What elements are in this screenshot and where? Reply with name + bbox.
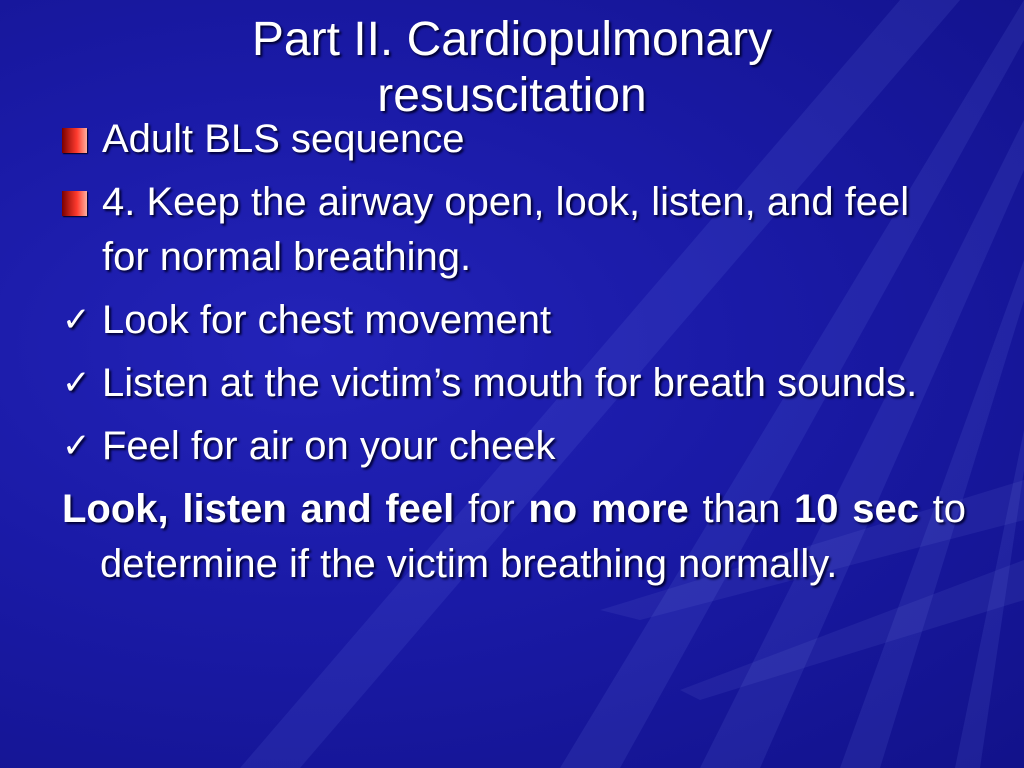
checkmark-icon: ✓ [62,364,91,402]
red-square-bullet-icon [62,191,87,216]
summary-text-2: than [688,487,795,531]
bullet-text: 4. Keep the airway open, look, listen, and feel for normal breathing. [102,180,910,279]
summary-paragraph [62,482,966,592]
summary-text-3: to determine if the victim breathing normally. [100,487,967,586]
slide-title [120,12,904,124]
summary-bold-2: no more [528,487,689,531]
summary-bold-3: 10 sec [794,487,919,531]
title-line-2: resuscitation [377,69,647,122]
bullet-item [62,112,966,167]
check-item [62,293,966,348]
check-text: Look for chest movement [102,298,552,342]
bullet-item [62,175,966,285]
checkmark-icon: ✓ [62,301,91,339]
summary-text-1: for [454,487,529,531]
red-square-bullet-icon [62,128,87,153]
bullet-text: Adult BLS sequence [102,117,465,161]
check-item [62,419,966,474]
summary-bold-1: Look, listen and feel [62,487,455,531]
check-text: Feel for air on your cheek [102,424,556,468]
checkmark-icon: ✓ [62,427,91,465]
slide-body [62,112,966,592]
check-item [62,356,966,411]
check-text: Listen at the victim’s mouth for breath sounds. [102,361,918,405]
title-line-1: Part II. Cardiopulmonary [251,13,773,66]
